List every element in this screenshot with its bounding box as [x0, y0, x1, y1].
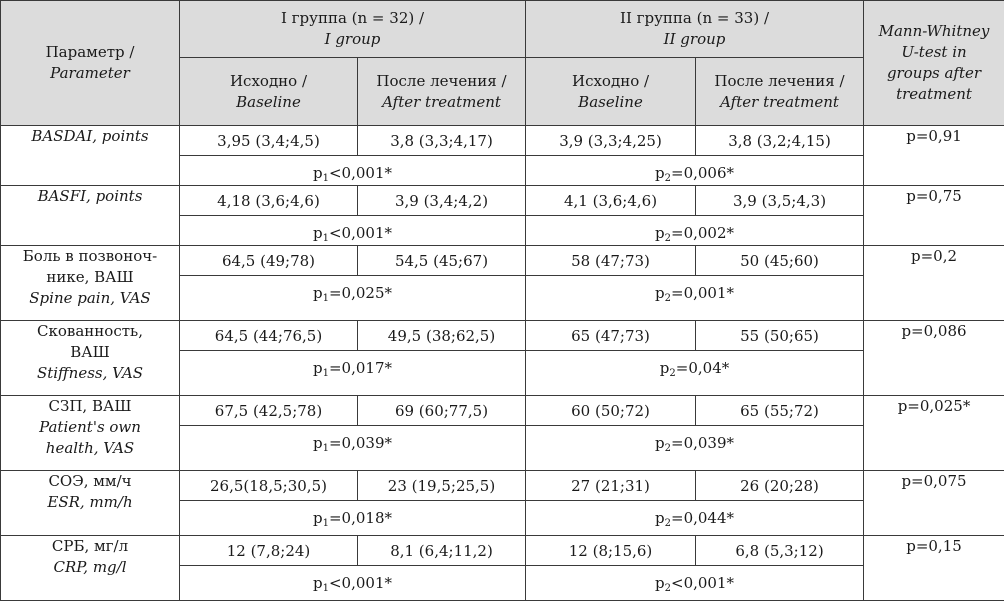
value-cell-g2b	[526, 396, 696, 426]
header-after-en: After treatment	[358, 92, 525, 113]
within-group-p1-cell	[180, 426, 526, 471]
value-cell-g1b	[180, 471, 358, 501]
p2-subscript: 2	[665, 173, 671, 184]
p1-subscript: 1	[323, 518, 329, 529]
parameter-line: BASDAI, points	[1, 126, 179, 147]
within-group-p1: $p_1=0,025*$	[180, 276, 525, 304]
table-row	[1, 321, 1004, 351]
header-mw-line-2: U-test in	[864, 42, 1004, 63]
value-text: 3,9 (3,4;4,2)	[358, 186, 525, 212]
within-group-p2-cell	[526, 276, 864, 321]
table-row	[1, 186, 1004, 216]
within-group-p2-cell	[526, 351, 864, 396]
within-group-p2: $p_2<0,001*$	[526, 566, 863, 594]
value-text: 54,5 (45;67)	[358, 246, 525, 272]
header-baseline-en: Baseline	[526, 92, 695, 113]
value-cell-g2b	[526, 186, 696, 216]
header-after-ru: После лечения /	[358, 71, 525, 92]
within-group-p1-cell	[180, 501, 526, 536]
within-group-p1-cell	[180, 156, 526, 186]
value-text: 58 (47;73)	[526, 246, 695, 272]
value-text: 50 (45;60)	[696, 246, 863, 272]
within-group-p2-cell	[526, 426, 864, 471]
value-text: 26,5(18,5;30,5)	[180, 471, 357, 497]
value-text: 23 (19,5;25,5)	[358, 471, 525, 497]
within-group-p2: $p_2=0,002*$	[526, 216, 863, 244]
mann-whitney-value: p=0,075	[864, 471, 1004, 492]
parameter-line: Patient's own	[1, 417, 179, 438]
p1-value: =0,039*	[329, 434, 392, 452]
parameter-line: ESR, mm/h	[1, 492, 179, 513]
parameter-line: нике, ВАШ	[1, 267, 179, 288]
value-cell-g2b	[526, 471, 696, 501]
value-text: 4,18 (3,6;4,6)	[180, 186, 357, 212]
header-group-1	[180, 1, 526, 58]
header-g2-after	[696, 58, 864, 126]
within-group-p2-cell	[526, 501, 864, 536]
within-group-p2-cell	[526, 566, 864, 601]
value-cell-g2b	[526, 246, 696, 276]
value-text: 27 (21;31)	[526, 471, 695, 497]
header-after-en: After treatment	[696, 92, 863, 113]
header-baseline-ru: Исходно /	[526, 71, 695, 92]
header-mann-whitney	[864, 1, 1004, 126]
header-parameter-ru: Параметр /	[1, 42, 179, 63]
value-text: 49,5 (38;62,5)	[358, 321, 525, 347]
value-text: 26 (20;28)	[696, 471, 863, 497]
value-text: 3,9 (3,3;4,25)	[526, 126, 695, 152]
table-row	[1, 536, 1004, 566]
header-mw-line-1: Mann-Whitney	[864, 21, 1004, 42]
parameter-cell	[1, 246, 180, 321]
within-group-p2-cell	[526, 156, 864, 186]
header-group-2-en: II group	[526, 29, 863, 50]
parameter-line: ВАШ	[1, 342, 179, 363]
value-text: 64,5 (44;76,5)	[180, 321, 357, 347]
p2-value: =0,04*	[676, 359, 729, 377]
value-cell-g1a	[358, 126, 526, 156]
value-text: 12 (8;15,6)	[526, 536, 695, 562]
p1-value: =0,025*	[329, 284, 392, 302]
value-cell-g2a	[696, 396, 864, 426]
value-cell-g2a	[696, 126, 864, 156]
value-cell-g2a	[696, 321, 864, 351]
header-parameter-en: Parameter	[1, 63, 179, 84]
value-cell-g2a	[696, 536, 864, 566]
value-text: 64,5 (49;78)	[180, 246, 357, 272]
value-text: 3,8 (3,2;4,15)	[696, 126, 863, 152]
parameter-cell	[1, 126, 180, 186]
mann-whitney-cell	[864, 536, 1004, 601]
value-text: 3,9 (3,5;4,3)	[696, 186, 863, 212]
header-g2-baseline	[526, 58, 696, 126]
value-text: 67,5 (42,5;78)	[180, 396, 357, 422]
parameter-cell	[1, 536, 180, 601]
header-group-1-en: I group	[180, 29, 525, 50]
mann-whitney-cell	[864, 321, 1004, 396]
header-group-2-ru: II группа (n = 33) /	[526, 8, 863, 29]
p1-subscript: 1	[323, 583, 329, 594]
header-baseline-ru: Исходно /	[180, 71, 357, 92]
table-row	[1, 471, 1004, 501]
value-cell-g1b	[180, 246, 358, 276]
p1-subscript: 1	[323, 293, 329, 304]
within-group-p1: $p_1<0,001*$	[180, 216, 525, 244]
p1-subscript: 1	[323, 443, 329, 454]
value-text: 8,1 (6,4;11,2)	[358, 536, 525, 562]
parameter-line: BASFI, points	[1, 186, 179, 207]
value-text: 55 (50;65)	[696, 321, 863, 347]
p2-value: =0,006*	[671, 164, 734, 182]
value-text: 65 (47;73)	[526, 321, 695, 347]
within-group-p1-cell	[180, 566, 526, 601]
within-group-p1: $p_1<0,001*$	[180, 566, 525, 594]
header-baseline-en: Baseline	[180, 92, 357, 113]
mann-whitney-cell	[864, 126, 1004, 186]
p2-value: =0,001*	[671, 284, 734, 302]
value-text: 65 (55;72)	[696, 396, 863, 422]
within-group-p2: $p_2=0,04*$	[526, 351, 863, 379]
p1-value: <0,001*	[329, 224, 392, 242]
header-mw-line-4: treatment	[864, 84, 1004, 105]
parameter-cell	[1, 396, 180, 471]
value-cell-g2b	[526, 126, 696, 156]
within-group-p2: $p_2=0,044*$	[526, 501, 863, 529]
p2-subscript: 2	[669, 368, 675, 379]
parameter-line: СОЭ, мм/ч	[1, 471, 179, 492]
p1-value: <0,001*	[329, 164, 392, 182]
table-row	[1, 246, 1004, 276]
value-cell-g1b	[180, 536, 358, 566]
header-parameter	[1, 1, 180, 126]
p1-value: <0,001*	[329, 574, 392, 592]
parameter-line: СЗП, ВАШ	[1, 396, 179, 417]
value-text: 6,8 (5,3;12)	[696, 536, 863, 562]
parameter-line: Боль в позвоноч-	[1, 246, 179, 267]
value-cell-g1b	[180, 396, 358, 426]
parameter-line: health, VAS	[1, 438, 179, 459]
p2-subscript: 2	[665, 233, 671, 244]
parameter-line: СРБ, мг/л	[1, 536, 179, 557]
table-row	[1, 396, 1004, 426]
p2-value: =0,044*	[671, 509, 734, 527]
header-group-1-ru: I группа (n = 32) /	[180, 8, 525, 29]
value-cell-g1b	[180, 186, 358, 216]
value-text: 3,8 (3,3;4,17)	[358, 126, 525, 152]
within-group-p2: $p_2=0,006*$	[526, 156, 863, 184]
p2-subscript: 2	[665, 443, 671, 454]
value-cell-g1b	[180, 126, 358, 156]
p2-value: =0,002*	[671, 224, 734, 242]
value-text: 3,95 (3,4;4,5)	[180, 126, 357, 152]
within-group-p1: $p_1=0,017*$	[180, 351, 525, 379]
parameter-line: CRP, mg/l	[1, 557, 179, 578]
within-group-p2: $p_2=0,001*$	[526, 276, 863, 304]
p1-value: =0,017*	[329, 359, 392, 377]
within-group-p2-cell	[526, 216, 864, 246]
header-g1-after	[358, 58, 526, 126]
header-g1-baseline	[180, 58, 358, 126]
within-group-p1-cell	[180, 276, 526, 321]
p2-value: <0,001*	[671, 574, 734, 592]
within-group-p2: $p_2=0,039*$	[526, 426, 863, 454]
mann-whitney-cell	[864, 246, 1004, 321]
header-mw-line-3: groups after	[864, 63, 1004, 84]
within-group-p1: $p_1=0,018*$	[180, 501, 525, 529]
value-text: 12 (7,8;24)	[180, 536, 357, 562]
p1-subscript: 1	[323, 368, 329, 379]
mann-whitney-value: p=0,025*	[864, 396, 1004, 417]
value-cell-g1a	[358, 246, 526, 276]
table-row	[1, 126, 1004, 156]
value-cell-g1b	[180, 321, 358, 351]
value-cell-g1a	[358, 536, 526, 566]
parameter-line: Spine pain, VAS	[1, 288, 179, 309]
mann-whitney-value: p=0,91	[864, 126, 1004, 147]
value-cell-g2a	[696, 246, 864, 276]
mann-whitney-value: p=0,15	[864, 536, 1004, 557]
parameter-cell	[1, 186, 180, 246]
value-text: 60 (50;72)	[526, 396, 695, 422]
parameter-cell	[1, 471, 180, 536]
value-cell-g2b	[526, 321, 696, 351]
p1-subscript: 1	[323, 173, 329, 184]
p2-subscript: 2	[665, 583, 671, 594]
mann-whitney-value: p=0,086	[864, 321, 1004, 342]
value-cell-g1a	[358, 321, 526, 351]
mann-whitney-value: p=0,75	[864, 186, 1004, 207]
mann-whitney-cell	[864, 186, 1004, 246]
header-group-2	[526, 1, 864, 58]
mann-whitney-cell	[864, 396, 1004, 471]
p2-subscript: 2	[665, 293, 671, 304]
within-group-p1-cell	[180, 216, 526, 246]
within-group-p1: $p_1<0,001*$	[180, 156, 525, 184]
p1-subscript: 1	[323, 233, 329, 244]
value-text: 69 (60;77,5)	[358, 396, 525, 422]
value-cell-g1a	[358, 186, 526, 216]
value-cell-g1a	[358, 396, 526, 426]
within-group-p1: $p_1=0,039*$	[180, 426, 525, 454]
mann-whitney-cell	[864, 471, 1004, 536]
value-text: 4,1 (3,6;4,6)	[526, 186, 695, 212]
p2-subscript: 2	[665, 518, 671, 529]
value-cell-g2a	[696, 471, 864, 501]
parameter-line: Stiffness, VAS	[1, 363, 179, 384]
value-cell-g1a	[358, 471, 526, 501]
header-after-ru: После лечения /	[696, 71, 863, 92]
value-cell-g2a	[696, 186, 864, 216]
value-cell-g2b	[526, 536, 696, 566]
parameter-line: Скованность,	[1, 321, 179, 342]
parameter-cell	[1, 321, 180, 396]
p2-value: =0,039*	[671, 434, 734, 452]
within-group-p1-cell	[180, 351, 526, 396]
mann-whitney-value: p=0,2	[864, 246, 1004, 267]
p1-value: =0,018*	[329, 509, 392, 527]
